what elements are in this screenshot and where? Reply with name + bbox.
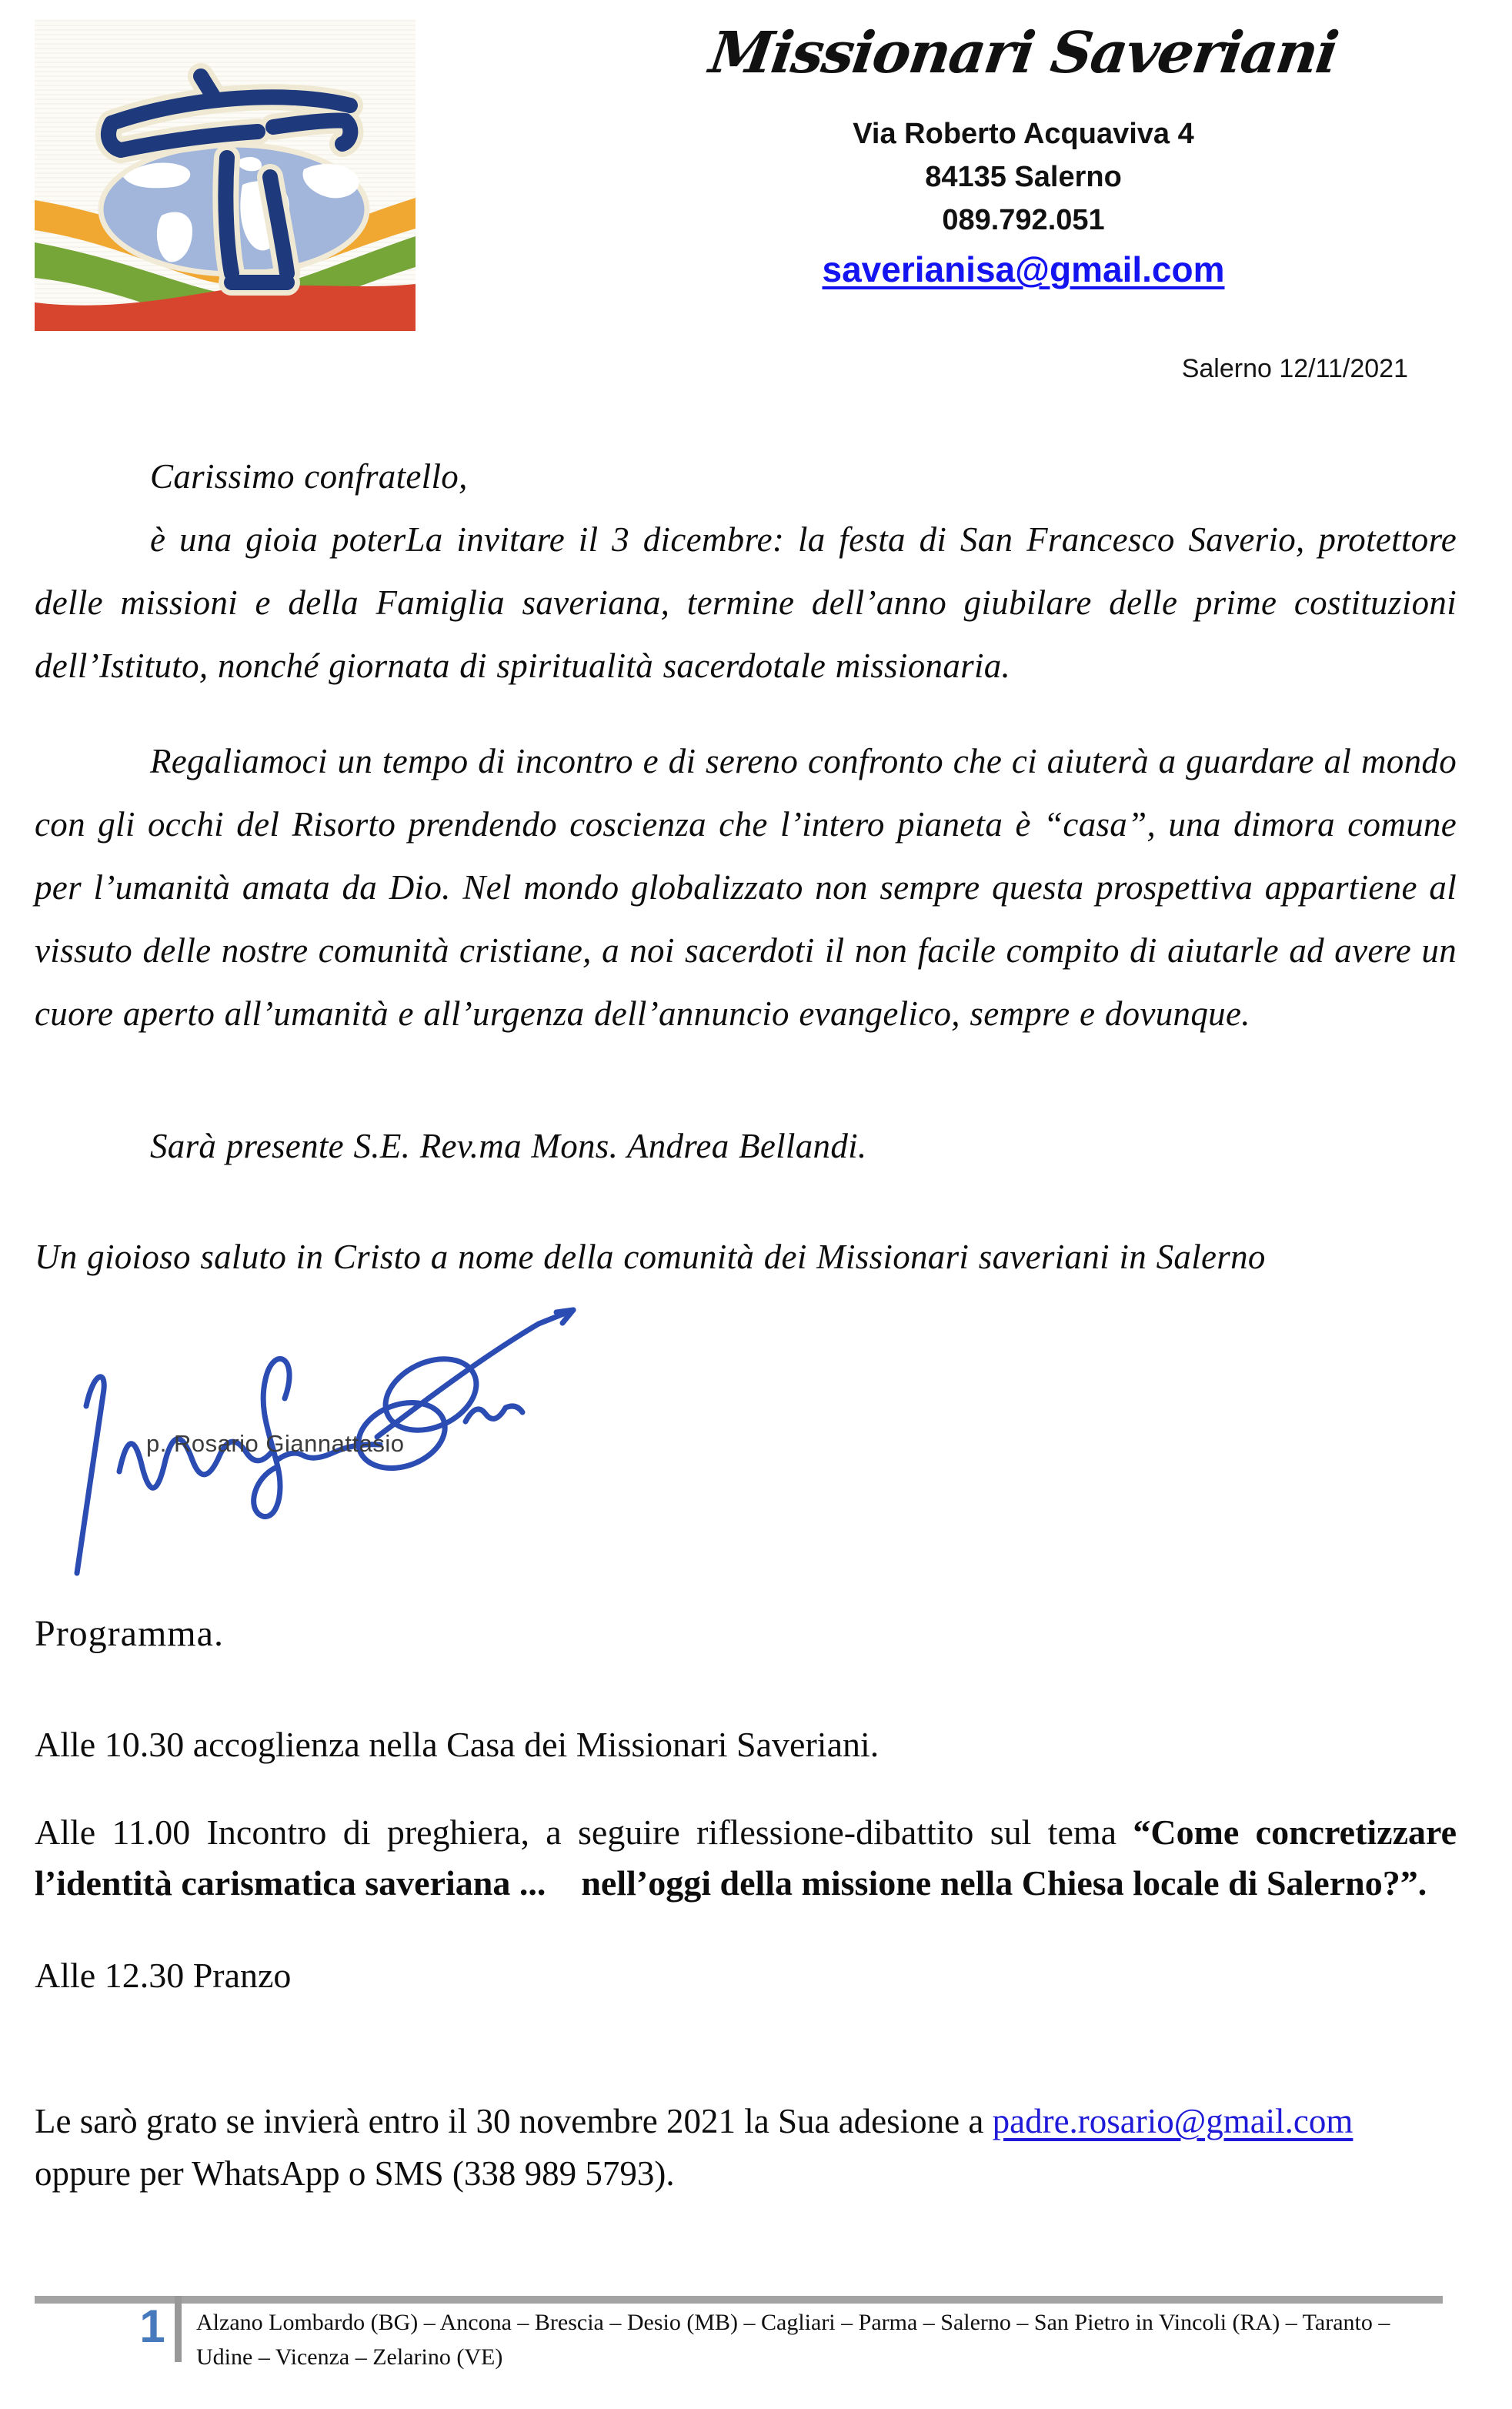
address-line-2: 84135 Salerno [925,161,1122,193]
program-item-1100-text: Alle 11.00 Incontro di preghiera, a seguire riflessione-dibattito sul tema [35,1813,1133,1852]
program-item-1030: Alle 10.30 accoglienza nella Casa dei Missionari Saveriani. [35,1725,879,1764]
letter-date: Salerno 12/11/2021 [1181,354,1408,383]
paragraph-reflection: Regaliamoci un tempo di incontro e di sereno confronto che ci aiuterà a guardare al mondo con gli occhi del Risorto prendendo coscienza che l’intero pianeta è “casa”, una dimora comune per l’umanità amata da Dio. Nel mondo globalizzato non sempre questa prospettiva appartiene al vissuto delle nostre comunità cristiane, a noi sacerdoti il non facile compito di aiutarle ad avere un cuore aperto all’umanità e all’urgenza dell’annuncio evangelico, sempre e dovunque. [35,742,1457,1033]
program-item-1230: Alle 12.30 Pranzo [35,1956,292,1995]
rsvp-paragraph [35,2095,1457,2200]
address-line-1: Via Roberto Acquaviva 4 [853,118,1194,150]
paragraph-guest: Sarà presente S.E. Rev.ma Mons. Andrea Bellandi. [150,1127,867,1165]
footer-communities-list: Alzano Lombardo (BG) – Ancona – Brescia – Desio (MB) – Cagliari – Parma – Salerno – San Pietro in Vincoli (RA) – Taranto – Udine – Vicenza – Zelarino (VE) [196,2310,1390,2370]
phone-number: 089.792.051 [942,204,1105,236]
header-email-link[interactable]: saverianisa@gmail.com [822,249,1225,289]
paragraph-invitation: è una gioia poterLa invitare il 3 dicembre: la festa di San Francesco Saverio, protettore delle missioni e della Famiglia saveriana, termine dell’anno giubilare delle prime costituzioni dell’Istituto, nonché giornata di spiritualità sacerdotale missionaria. [35,520,1457,685]
org-title: Missionari Saveriani [706,20,1341,86]
rsvp-text-before: Le sarò grato se invierà entro il 30 novembre 2021 la Sua adesione a [35,2102,993,2140]
footer-divider-bar [35,2296,1443,2304]
closing-salute: Un gioioso saluto in Cristo a nome della comunità dei Missionari saveriani in Salerno [35,1238,1266,1276]
xaverian-missionaries-logo [35,19,416,331]
rsvp-text-after: oppure per WhatsApp o SMS (338 989 5793). [35,2154,675,2193]
rsvp-email-link[interactable]: padre.rosario@gmail.com [992,2102,1353,2140]
footer-vertical-separator [175,2296,182,2362]
page-number: 1 [139,2300,165,2352]
signer-name: p. Rosario Giannattasio [146,1430,405,1457]
globe-cross-icon [35,19,416,331]
salutation: Carissimo confratello, [150,457,468,496]
program-heading: Programma. [35,1613,224,1654]
program-item-1100 [35,1807,1466,1909]
program-theme-title: “Come concretizzare l’identità carismatica saveriana ... nell’oggi della missione nella Chiesa locale di Salerno?”. [35,1813,1466,1903]
org-address-block [716,112,1331,294]
